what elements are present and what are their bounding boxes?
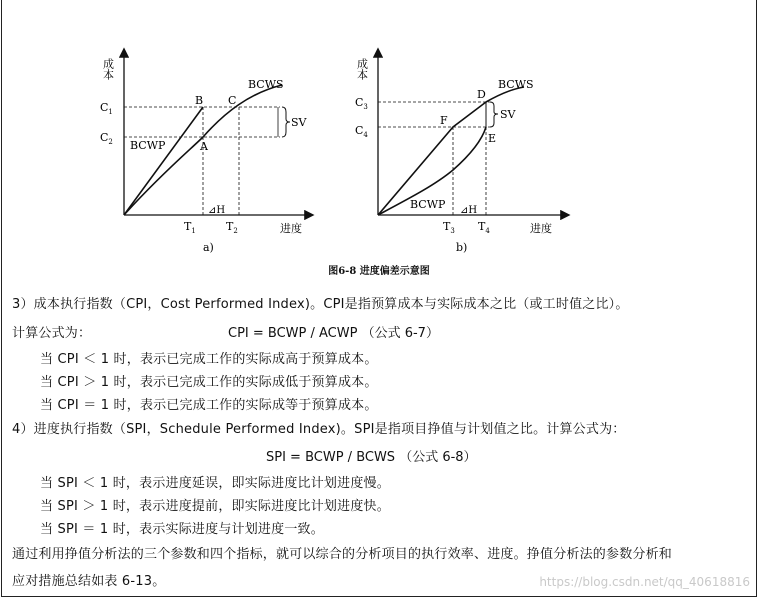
cpi-heading: 3）成本执行指数（CPI，Cost Performed Index)。CPI是指预算成本与实际成本之比（或工时值之比）。 [12, 297, 629, 312]
sv-label-a: SV [291, 116, 307, 129]
diagram-b [355, 50, 568, 254]
x-axis-label-b: 进度 [530, 222, 552, 235]
spi-less-than-one: 当 SPI ＜ 1 时，表示进度延误，即实际进度比计划进度慢。 [40, 476, 390, 491]
label-c4: $C_4$ [355, 124, 368, 139]
delta-h-label-b: ⊿H [460, 205, 478, 216]
bcwp-label-b: BCWP [410, 198, 446, 211]
point-a: A [200, 140, 208, 153]
delta-h-label-a: ⊿H [208, 205, 226, 216]
summary-line-1: 通过利用挣值分析法的三个参数和四个指标，就可以综合的分析项目的执行效率、进度。挣值分析法的参数分析和 [12, 547, 673, 562]
point-f: F [440, 114, 448, 127]
label-t4: $T_4$ [478, 220, 490, 235]
y-axis-label-a: 成本 [101, 58, 115, 80]
sublabel-b: b) [456, 241, 468, 254]
spi-greater-than-one: 当 SPI ＞ 1 时，表示进度提前，即实际进度比计划进度快。 [40, 499, 390, 514]
bcws-label-b: BCWS [498, 78, 534, 91]
bcwp-label-a: BCWP [130, 139, 166, 152]
summary-line-2: 应对措施总结如表 6-13。 [12, 574, 166, 589]
label-c2: $C_2$ [100, 131, 113, 146]
watermark: https://blog.csdn.net/qq_40618816 [539, 575, 750, 589]
spi-equal-one: 当 SPI ＝ 1 时，表示实际进度与计划进度一致。 [40, 522, 324, 537]
sv-brace-b [490, 102, 498, 127]
diagram-a [100, 50, 312, 254]
point-b: B [195, 94, 204, 107]
x-axis-label-a: 进度 [280, 222, 302, 235]
point-c: C [228, 94, 237, 107]
cpi-greater-than-one: 当 CPI ＞ 1 时，表示已完成工作的实际成低于预算成本。 [40, 375, 378, 390]
label-t3: $T_3$ [443, 220, 455, 235]
y-axis-label-b: 成本 [355, 58, 369, 80]
label-c3: $C_3$ [355, 96, 368, 111]
spi-formula: SPI = BCWP / BCWS （公式 6-8） [266, 450, 477, 465]
label-t1: $T_1$ [184, 220, 196, 235]
bcwp-line-a [124, 107, 203, 215]
sv-label-b: SV [500, 108, 516, 121]
bcws-label-a: BCWS [248, 78, 284, 91]
point-d: D [477, 88, 486, 101]
bcws-curve-b [378, 87, 524, 215]
point-e: E [488, 132, 497, 145]
cpi-formula: CPI = BCWP / ACWP （公式 6-7） [228, 326, 439, 341]
sv-brace-a [282, 107, 290, 137]
sublabel-a: a) [203, 241, 214, 254]
cpi-less-than-one: 当 CPI ＜ 1 时，表示已完成工作的实际成高于预算成本。 [40, 352, 378, 367]
label-t2: $T_2$ [226, 220, 238, 235]
spi-heading: 4）进度执行指数（SPI，Schedule Performed Index)。SPI是指项目挣值与计划值之比。计算公式为： [12, 422, 626, 437]
figure-caption: 图6-8 进度偏差示意图 [328, 266, 430, 277]
cpi-equal-one: 当 CPI ＝ 1 时，表示已完成工作的实际成等于预算成本。 [40, 398, 378, 413]
label-c1: $C_1$ [100, 101, 113, 116]
progress-deviation-figure [0, 0, 758, 262]
cpi-formula-label: 计算公式为： [12, 326, 92, 341]
